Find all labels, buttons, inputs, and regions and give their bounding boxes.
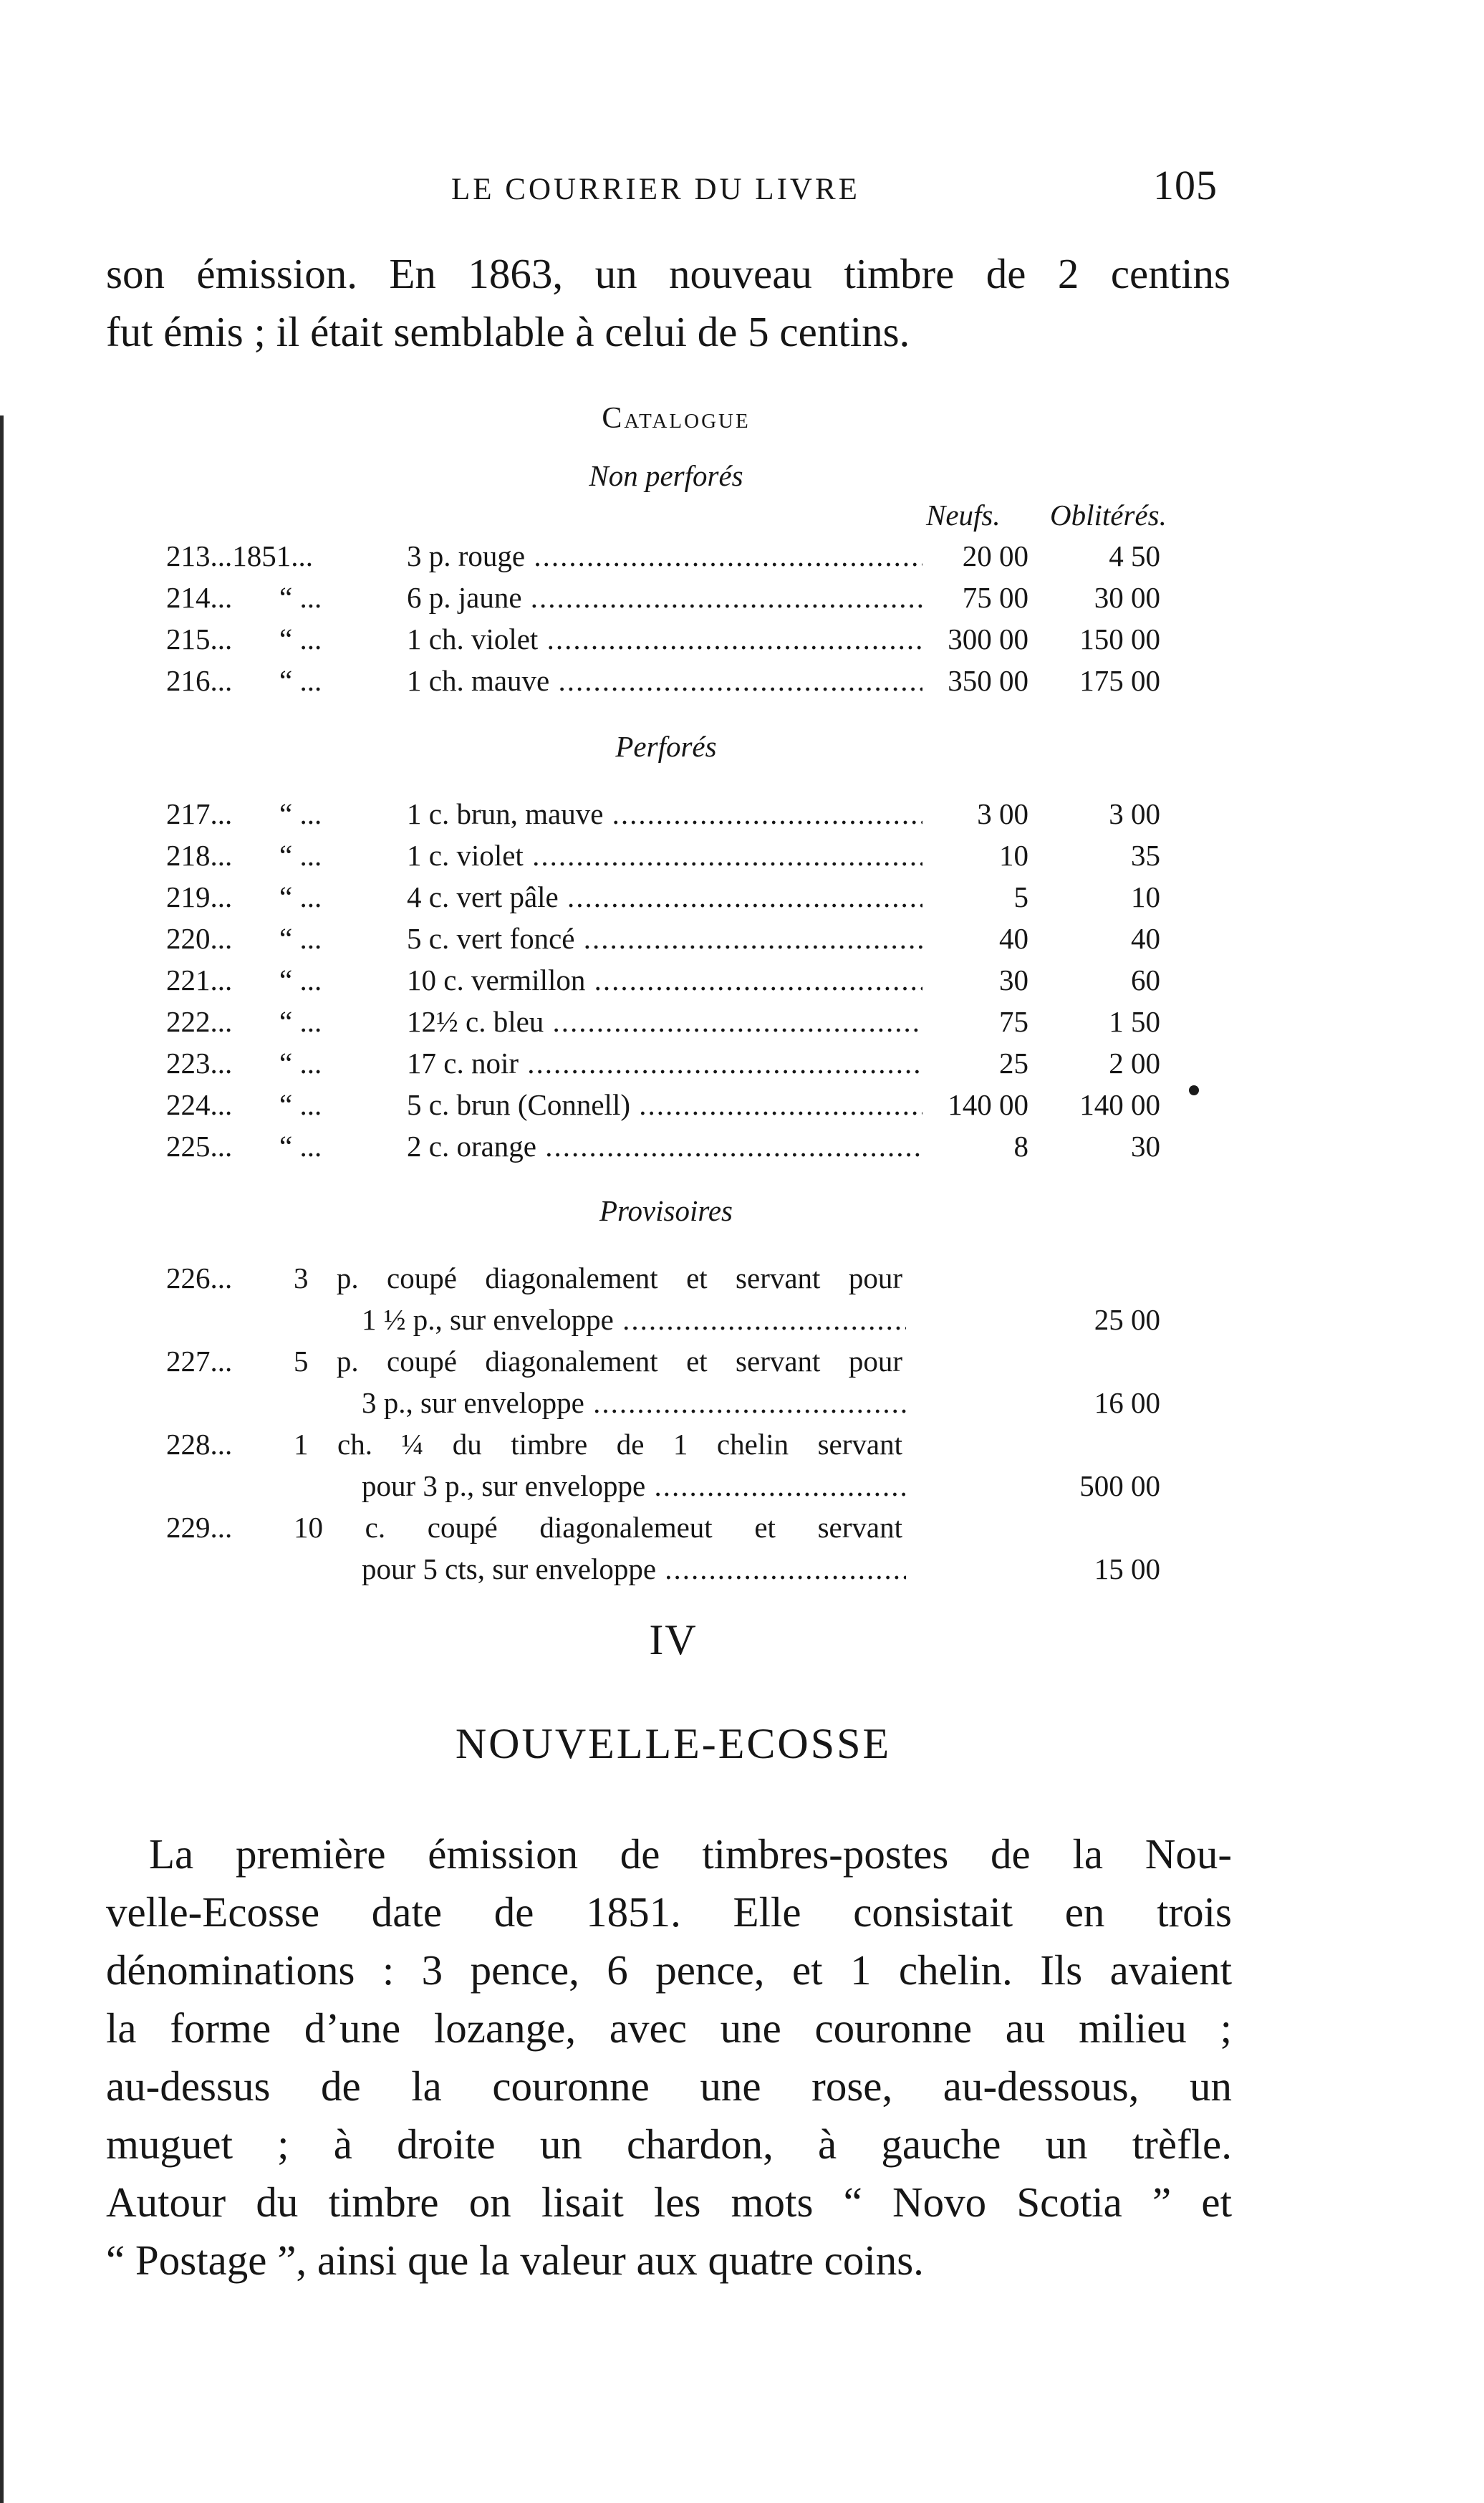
text-line: muguet ; à droite un chardon, à gauche un trèfle. bbox=[106, 2120, 1232, 2168]
table-row bbox=[0, 880, 1484, 921]
section-label-provisoires: Provisoires bbox=[599, 1194, 733, 1227]
table-row bbox=[0, 963, 1484, 1004]
price-obliteres: 3 00 bbox=[1109, 797, 1160, 830]
text-line: velle-Ecosse date de 1851. Elle consistait en trois bbox=[106, 1888, 1232, 1936]
text-line: la forme d’une lozange, avec une couronne au milieu ; bbox=[106, 2004, 1232, 2052]
running-head-title: LE COURRIER DU LIVRE bbox=[451, 173, 860, 206]
stamp-description: 10 c. coupé diagonalemeut et servant bbox=[294, 1511, 902, 1544]
catalogue-number: 221... bbox=[166, 964, 233, 996]
catalogue-number: 220... bbox=[166, 922, 233, 955]
table-row bbox=[0, 580, 1484, 622]
section-heading: NOUVELLE-ECOSSE bbox=[455, 1720, 892, 1767]
price-neufs: 140 00 bbox=[948, 1088, 1028, 1121]
ditto-mark: “ ... bbox=[279, 1130, 322, 1163]
price-neufs: 8 bbox=[1013, 1130, 1028, 1163]
stamp-description: 10 c. vermillon ..... bbox=[407, 963, 922, 997]
catalogue-number: 223... bbox=[166, 1047, 233, 1080]
price-neufs: 40 bbox=[999, 922, 1028, 955]
stamp-description: 5 c. brun (Connell) ..... bbox=[407, 1087, 922, 1122]
text-line: au-dessus de la couronne une rose, au-dessous, un bbox=[106, 2062, 1232, 2110]
catalogue-number: 214... bbox=[166, 581, 233, 614]
text-line: fut émis ; il était semblable à celui de 5 centins. bbox=[106, 308, 910, 355]
text-line: “ Postage ”, ainsi que la valeur aux quatre coins. bbox=[106, 2237, 924, 2284]
catalogue-number: 217... bbox=[166, 797, 233, 830]
catalogue-number: 224... bbox=[166, 1088, 233, 1121]
stamp-description: 17 c. noir ..... bbox=[407, 1046, 922, 1080]
ditto-mark: “ ... bbox=[279, 1047, 322, 1080]
price-neufs: 300 00 bbox=[948, 623, 1028, 655]
price-obliteres: 10 bbox=[1131, 880, 1160, 913]
price-obliteres: 15 00 bbox=[1094, 1552, 1160, 1585]
ditto-mark: “ ... bbox=[279, 623, 322, 655]
intro-paragraph bbox=[106, 245, 1230, 361]
stray-ink-mark bbox=[1189, 1085, 1199, 1095]
stamp-description: 4 c. vert pâle ..... bbox=[407, 880, 922, 914]
ditto-mark: “ ... bbox=[279, 797, 322, 830]
column-header-neufs: Neufs. bbox=[926, 499, 1001, 532]
table-row bbox=[0, 797, 1484, 838]
section-label-non-perfores: Non perforés bbox=[589, 459, 743, 492]
section-numeral: IV bbox=[649, 1616, 698, 1663]
price-obliteres: 25 00 bbox=[1094, 1303, 1160, 1336]
stamp-description: 2 c. orange ..... bbox=[407, 1129, 922, 1163]
price-obliteres: 30 00 bbox=[1094, 581, 1160, 614]
stamp-description: 1 c. violet ..... bbox=[407, 838, 922, 873]
text-line: La première émission de timbres-postes de la Nou- bbox=[149, 1830, 1232, 1878]
catalogue-number: 216... bbox=[166, 664, 233, 697]
stamp-description: 3 p. coupé diagonalement et servant pour bbox=[294, 1262, 902, 1294]
price-obliteres: 2 00 bbox=[1109, 1047, 1160, 1080]
body-paragraph bbox=[106, 1825, 1232, 2290]
ditto-mark: “ ... bbox=[279, 664, 322, 697]
catalogue-number: 225... bbox=[166, 1130, 233, 1163]
ditto-mark: “ ... bbox=[279, 581, 322, 614]
price-neufs: 30 bbox=[999, 964, 1028, 996]
price-neufs: 25 bbox=[999, 1047, 1028, 1080]
stamp-description-continued: pour 5 cts, sur enveloppe ..... bbox=[362, 1552, 906, 1586]
text-line: Autour du timbre on lisait les mots “ Novo Scotia ” et bbox=[106, 2178, 1232, 2226]
catalogue-number: 213...1851... bbox=[166, 539, 313, 572]
price-neufs: 20 00 bbox=[962, 539, 1028, 572]
price-obliteres: 150 00 bbox=[1079, 623, 1160, 655]
price-neufs: 5 bbox=[1013, 880, 1028, 913]
stamp-description: 1 ch. violet ..... bbox=[407, 622, 922, 656]
ditto-mark: “ ... bbox=[279, 880, 322, 913]
catalogue-number: 228... bbox=[166, 1428, 233, 1461]
table-row bbox=[0, 921, 1484, 963]
price-obliteres: 4 50 bbox=[1109, 539, 1160, 572]
catalogue-number: 227... bbox=[166, 1345, 233, 1378]
catalogue-number: 226... bbox=[166, 1262, 233, 1294]
ditto-mark: “ ... bbox=[279, 1088, 322, 1121]
price-obliteres: 175 00 bbox=[1079, 664, 1160, 697]
table-row bbox=[0, 622, 1484, 663]
stamp-description: 5 c. vert foncé ..... bbox=[407, 921, 922, 956]
table-row bbox=[0, 838, 1484, 880]
stamp-description: 1 c. brun, mauve ..... bbox=[407, 797, 922, 831]
table-row bbox=[0, 1004, 1484, 1046]
price-obliteres: 500 00 bbox=[1079, 1469, 1160, 1502]
catalogue-number: 215... bbox=[166, 623, 233, 655]
stamp-description: 6 p. jaune ..... bbox=[407, 580, 922, 615]
stamp-description: 12½ c. bleu ..... bbox=[407, 1004, 922, 1039]
catalogue-title: Catalogue bbox=[602, 402, 751, 435]
text-line: son émission. En 1863, un nouveau timbre de 2 centins bbox=[106, 250, 1230, 297]
ditto-mark: “ ... bbox=[279, 1005, 322, 1038]
table-row bbox=[0, 1129, 1484, 1171]
price-obliteres: 140 00 bbox=[1079, 1088, 1160, 1121]
stamp-description: 5 p. coupé diagonalement et servant pour bbox=[294, 1345, 902, 1378]
price-neufs: 3 00 bbox=[977, 797, 1028, 830]
price-obliteres: 35 bbox=[1131, 839, 1160, 872]
price-neufs: 10 bbox=[999, 839, 1028, 872]
table-row bbox=[0, 1046, 1484, 1087]
table-row bbox=[0, 1087, 1484, 1129]
table-row bbox=[0, 663, 1484, 705]
catalogue-number: 219... bbox=[166, 880, 233, 913]
price-obliteres: 30 bbox=[1131, 1130, 1160, 1163]
page-number: 105 bbox=[1153, 162, 1218, 208]
price-neufs: 75 00 bbox=[962, 581, 1028, 614]
price-obliteres: 60 bbox=[1131, 964, 1160, 996]
stamp-description: 1 ch. ¼ du timbre de 1 chelin servant bbox=[294, 1428, 902, 1461]
price-neufs: 75 bbox=[999, 1005, 1028, 1038]
ditto-mark: “ ... bbox=[279, 839, 322, 872]
catalogue-number: 222... bbox=[166, 1005, 233, 1038]
text-line: dénominations : 3 pence, 6 pence, et 1 chelin. Ils avaient bbox=[106, 1946, 1232, 1994]
price-obliteres: 40 bbox=[1131, 922, 1160, 955]
stamp-description-continued: 1 ½ p., sur enveloppe ..... bbox=[362, 1302, 906, 1337]
section-label-perfores: Perforés bbox=[615, 730, 717, 763]
stamp-description: 1 ch. mauve ..... bbox=[407, 663, 922, 698]
table-row bbox=[0, 539, 1484, 580]
ditto-mark: “ ... bbox=[279, 922, 322, 955]
stamp-description: 3 p. rouge ..... bbox=[407, 539, 922, 573]
catalogue-number: 218... bbox=[166, 839, 233, 872]
column-header-obliteres: Oblitérés. bbox=[1050, 499, 1167, 532]
ditto-mark: “ ... bbox=[279, 964, 322, 996]
price-obliteres: 1 50 bbox=[1109, 1005, 1160, 1038]
price-neufs: 350 00 bbox=[948, 664, 1028, 697]
catalogue-number: 229... bbox=[166, 1511, 233, 1544]
stamp-description-continued: pour 3 p., sur enveloppe ..... bbox=[362, 1469, 906, 1503]
price-obliteres: 16 00 bbox=[1094, 1386, 1160, 1419]
stamp-description-continued: 3 p., sur enveloppe ..... bbox=[362, 1385, 906, 1420]
